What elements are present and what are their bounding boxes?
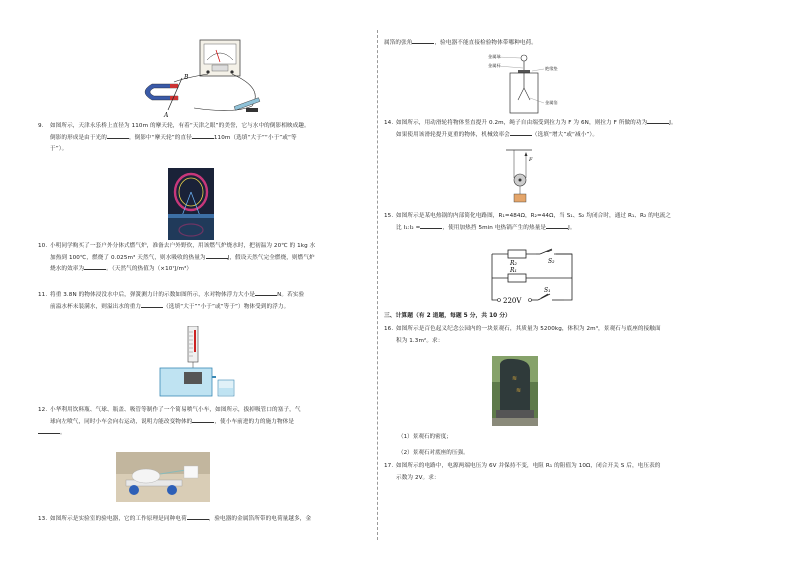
question-number: 14.: [384, 120, 394, 126]
column-divider: [377, 30, 378, 540]
answer-blank[interactable]: [420, 223, 442, 229]
answer-blank[interactable]: [255, 290, 277, 296]
answer-blank[interactable]: [412, 38, 434, 44]
question-16: 16. 如图所示是百色起义纪念公园内的一块景观石，其质量为 5200kg，体积为 2m³，景观石与底座的接触面 积为 1.3m²。求：: [384, 326, 661, 344]
svg-text:B: B: [184, 74, 189, 81]
air-car-photo: [116, 452, 210, 502]
label-s2: S₂: [548, 258, 555, 265]
question-13-continued: 属箔的张角 ，验电器不能直接检验物体带哪种电荷。: [384, 40, 537, 46]
section-title: 三、计算题（有 2 道题，每题 5 分，共 10 分）: [384, 313, 511, 319]
answer-blank[interactable]: [84, 264, 106, 270]
question-14: 14. 如图所示，用动滑轮将物体竖直提升 0.2m，绳子自由端受到拉力为 F 为 6N，则拉力 F 所做的功为 J。 如果使用该滑轮提升更重的物体，机械效率会 （选填“增大”或“减小”）。: [384, 120, 677, 138]
answer-blank[interactable]: [141, 302, 163, 308]
answer-blank[interactable]: [107, 133, 129, 139]
spring-scale-figure: [158, 326, 238, 398]
answer-blank[interactable]: [192, 133, 214, 139]
label-s1: S₁: [544, 287, 551, 294]
answer-blank[interactable]: [206, 253, 228, 259]
label-metal-ball: 金属球: [488, 54, 501, 59]
answer-blank[interactable]: [38, 428, 60, 434]
question-10: 10. 小明同学购买了一套户外分体式燃气炉，准备去户外野炊，用该燃气炉烧水时，把初温为 20℃ 的 1kg 水 加热到 100℃，燃烧了 0.025m³ 天然气，则水吸收的热量为 J，假设天然气完全燃烧，则燃气炉 烧水的效率为 。（天然气的热值为（×10⁷J/m³）: [38, 243, 316, 272]
question-number: 11.: [38, 292, 48, 298]
svg-text:A: A: [164, 112, 169, 118]
sub-question-2: （2）景观石对底座的压强。: [398, 450, 469, 456]
question-11: 11. 将重 3.8N 的物体浸没水中后，弹簧测力计的示数如图所示，水对物体浮力大小是 N。若实验 前溢水杯未装满水，则溢出水的重力 （选填“大于”“小于”或“等于”）物体受到的浮力。: [38, 292, 305, 310]
electroscope-figure: [488, 52, 578, 116]
heater-circuit-diagram: [488, 248, 584, 306]
label-metal-rod: 金属杆: [488, 63, 501, 68]
ferris-wheel-photo: [168, 168, 214, 240]
label-r1: R₁: [510, 267, 517, 274]
answer-blank[interactable]: [510, 130, 532, 136]
question-12: 12. 小华利用饮料瓶、气球、瓶盖、吸管等制作了一个简易喷气小车，如图所示，拔掉吸管口的塞子，气 球向左喷气，同时小车会向右运动，说明力能改变物体的 ，使小车前进的力的施力物体是 。: [38, 407, 301, 436]
question-text: 如图所示，天津永乐桥上直径为 110m 的摩天轮，有着“天津之眼”的美誉，它与水中的倒影相映成趣。: [50, 123, 310, 129]
question-number: 9.: [38, 123, 44, 129]
answer-blank[interactable]: [187, 514, 209, 520]
svg-text:≋: ≋: [516, 387, 522, 394]
label-metal-foil: 金属箔: [545, 100, 558, 105]
question-number: 17.: [384, 463, 394, 469]
landscape-stone-photo: [492, 356, 538, 426]
question-number: 13.: [38, 516, 48, 522]
answer-blank[interactable]: [192, 417, 214, 423]
label-r2: R₂: [510, 260, 517, 267]
electromagnetic-induction-figure: [134, 38, 294, 118]
pulley-figure: [502, 148, 542, 208]
question-number: 15.: [384, 213, 394, 219]
answer-blank[interactable]: [647, 118, 669, 124]
question-13: 13. 如图所示是实验室的验电器，它的工作原理是同种电荷 ，验电器的金属箔所带的电荷量越多，金: [38, 514, 374, 526]
answer-blank[interactable]: [546, 223, 568, 229]
question-number: 16.: [384, 326, 394, 332]
question-9: 9. 如图所示，天津永乐桥上直径为 110m 的摩天轮，有着“天津之眼”的美誉，它与水中的倒影相映成趣。 倒影的形成是由于光的 ，倒影中“摩天轮”的直径 110m（选填“大于”“小于”或“等 于”）。: [38, 123, 310, 152]
question-number: 10.: [38, 243, 48, 249]
question-number: 12.: [38, 407, 48, 413]
svg-text:≋: ≋: [512, 375, 518, 382]
label-voltage: 220V: [503, 297, 522, 305]
sub-question-1: （1）景观石的密度；: [398, 434, 452, 440]
label-insulator: 绝缘垫: [545, 66, 558, 71]
question-17: 17. 如图所示的电路中，电源两端电压为 6V 并保持不变，电阻 R₁ 的阻值为 10Ω，闭合开关 S 后，电压表的 示数为 2V。求：: [384, 463, 661, 481]
question-15: 15. 如图所示是某电热锅的内部简化电路图，R₁=484Ω，R₂=44Ω，当 S₁、S₂ 均闭合时，通过 R₁、R₂ 的电流之 比 I₁:I₂ = ，使用加热挡 5min 电热锅产生的热量是 J。: [384, 213, 672, 231]
force-label: F: [529, 157, 533, 163]
